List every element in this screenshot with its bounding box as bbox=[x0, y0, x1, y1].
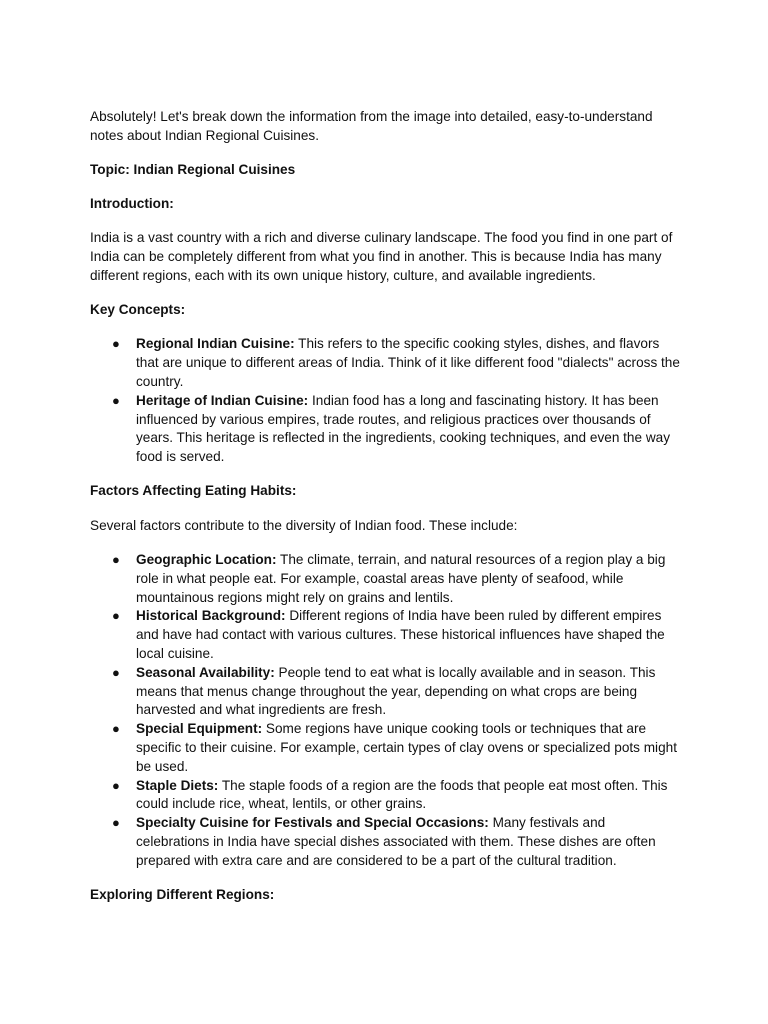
list-item-term: Heritage of Indian Cuisine: bbox=[136, 392, 309, 408]
list-item-term: Specialty Cuisine for Festivals and Special Occasions: bbox=[136, 815, 489, 831]
list-item-text: The climate, terrain, and natural resources of a region play a big role in what people eat. For example, coastal areas have plenty of seafood, while mountainous regions might rely on grains and lentils. bbox=[136, 552, 666, 605]
exploring-regions-heading: Exploring Different Regions: bbox=[90, 887, 275, 903]
bullet-icon: ● bbox=[112, 664, 120, 680]
list-item bbox=[112, 664, 680, 720]
list-item-term: Geographic Location: bbox=[136, 552, 277, 568]
list-item bbox=[112, 335, 680, 391]
key-concepts-list bbox=[90, 335, 680, 467]
bullet-icon: ● bbox=[112, 608, 120, 624]
bullet-icon: ● bbox=[112, 336, 120, 352]
factors-intro-paragraph: Several factors contribute to the diversity of Indian food. These include: bbox=[90, 517, 518, 533]
list-item-term: Regional Indian Cuisine: bbox=[136, 336, 295, 352]
list-item-term: Seasonal Availability: bbox=[136, 664, 275, 680]
list-item-text: Many festivals and celebrations in India have special dishes associated with them. These dishes are often prepared with extra care and are considered to be a part of the cultural tradition. bbox=[136, 815, 656, 868]
bullet-icon: ● bbox=[112, 392, 120, 408]
list-item-term: Staple Diets: bbox=[136, 777, 219, 793]
list-item-text: Some regions have unique cooking tools or techniques that are specific to their cuisine. For example, certain types of clay ovens or specialized pots might be used. bbox=[136, 721, 677, 774]
introduction-heading: Introduction: bbox=[90, 195, 174, 211]
intro-paragraph: Absolutely! Let's break down the information from the image into detailed, easy-to-understand notes about Indian Regional Cuisines. bbox=[90, 109, 653, 143]
list-item bbox=[112, 392, 680, 467]
list-item bbox=[112, 551, 680, 607]
list-item bbox=[112, 607, 680, 663]
list-item-text: The staple foods of a region are the foods that people eat most often. This could include rice, wheat, lentils, or other grains. bbox=[136, 777, 668, 812]
topic-heading: Topic: Indian Regional Cuisines bbox=[90, 161, 296, 177]
key-concepts-heading: Key Concepts: bbox=[90, 302, 186, 318]
bullet-icon: ● bbox=[112, 552, 120, 568]
factors-list bbox=[90, 551, 680, 871]
bullet-icon: ● bbox=[112, 721, 120, 737]
introduction-paragraph: India is a vast country with a rich and diverse culinary landscape. The food you find in one part of India can be completely different from what you find in another. This is because India has many different regions, each with its own unique history, culture, and available ingredients. bbox=[90, 230, 673, 283]
factors-heading: Factors Affecting Eating Habits: bbox=[90, 483, 297, 499]
list-item-term: Historical Background: bbox=[136, 608, 286, 624]
list-item-text: Indian food has a long and fascinating history. It has been influenced by various empires, trade routes, and religious practices over thousands of years. This heritage is reflected in the ingredients, cooking techniques, and even the way food is served. bbox=[136, 392, 670, 465]
bullet-icon: ● bbox=[112, 815, 120, 831]
list-item-term: Special Equipment: bbox=[136, 721, 263, 737]
list-item-text: Different regions of India have been ruled by different empires and have had contact with various cultures. These historical influences have shaped the local cuisine. bbox=[136, 608, 665, 662]
list-item bbox=[112, 720, 680, 776]
list-item bbox=[112, 777, 680, 815]
document-page bbox=[90, 108, 680, 920]
list-item-text: This refers to the specific cooking styles, dishes, and flavors that are unique to different areas of India. Think of it like different food "dialects" across the country. bbox=[136, 336, 680, 389]
list-item-text: People tend to eat what is locally available and in season. This means that menus change throughout the year, depending on what crops are being harvested and what ingredients are fresh. bbox=[136, 664, 656, 718]
list-item bbox=[112, 814, 680, 870]
bullet-icon: ● bbox=[112, 777, 120, 793]
